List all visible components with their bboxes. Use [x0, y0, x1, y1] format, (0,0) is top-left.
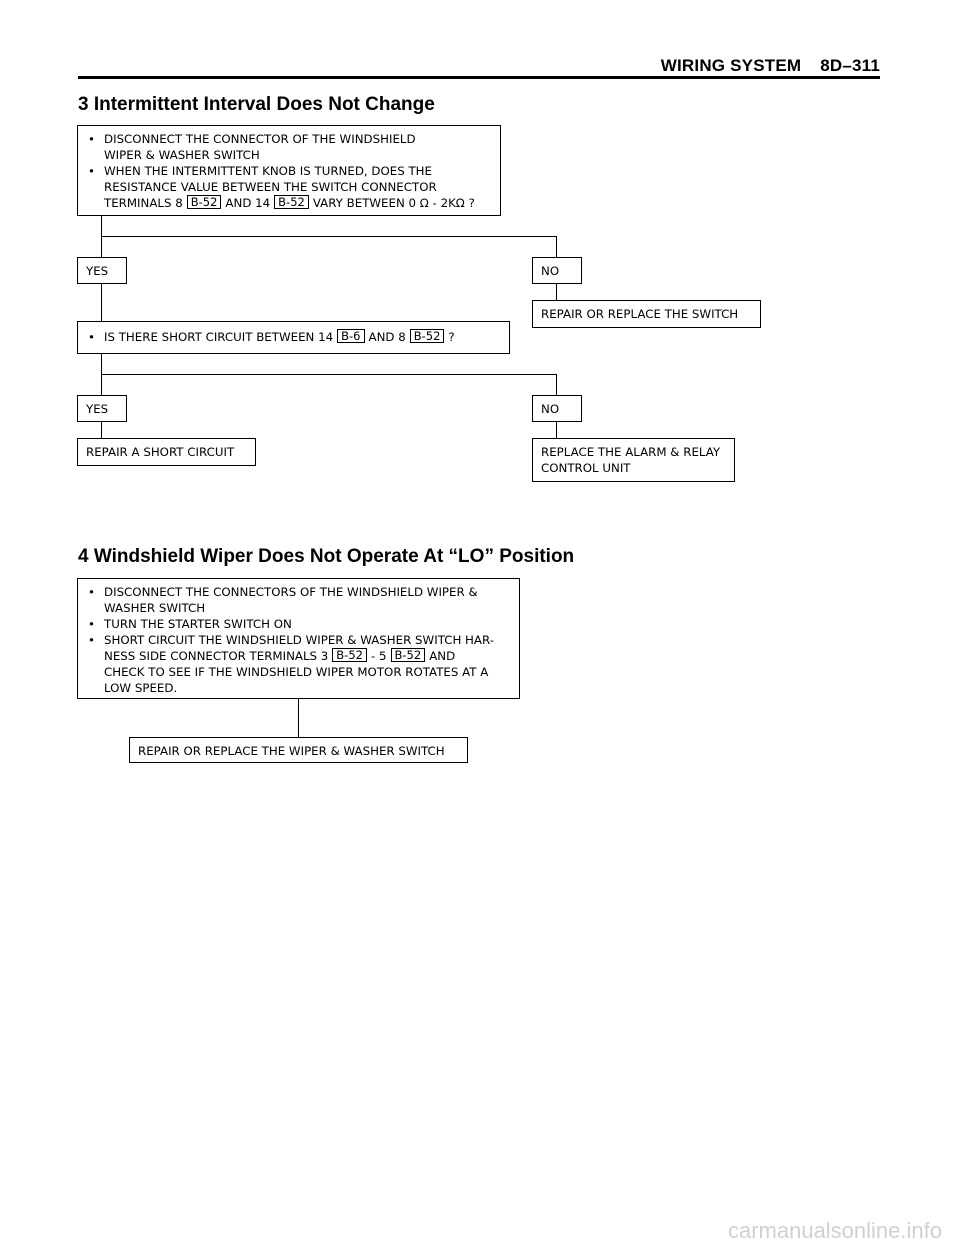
section4-title: 4 Windshield Wiper Does Not Operate At “LO” Position [78, 546, 575, 567]
s3-q1-bullet-1: • DISCONNECT THE CONNECTOR OF THE WINDSHIELD [86, 131, 492, 147]
connector-ref: B-52 [332, 648, 367, 662]
connector-line [101, 284, 102, 321]
s3-question-box-1: • DISCONNECT THE CONNECTOR OF THE WINDSHIELD WIPER & WASHER SWITCH • WHEN THE INTERMITTENT KNOB IS TURNED, DOES THE RESISTANCE VALUE BETWEEN THE SWITCH CONNECTOR TERMINALS 8 B-52 AND 14 B-52 VARY BETWEEN 0 Ω - 2KΩ ? [77, 125, 501, 216]
s3-no-1: NO [532, 257, 582, 284]
connector-line [556, 236, 557, 257]
s3-question-box-2: • IS THERE SHORT CIRCUIT BETWEEN 14 B-6 AND 8 B-52 ? [77, 321, 510, 354]
connector-ref: B-52 [410, 329, 445, 343]
connector-ref: B-52 [274, 195, 309, 209]
connector-line [556, 284, 557, 300]
page-number: 8D–311 [820, 56, 880, 75]
connector-line [101, 374, 556, 375]
s3-q1-bullet-2: • WHEN THE INTERMITTENT KNOB IS TURNED, DOES THE [86, 163, 492, 179]
section-name: WIRING SYSTEM [660, 56, 802, 75]
page-header [661, 56, 880, 76]
connector-line [298, 699, 299, 737]
s3-yes-1: YES [77, 257, 127, 284]
connector-line [101, 236, 556, 237]
s4-action: REPAIR OR REPLACE THE WIPER & WASHER SWITCH [129, 737, 468, 763]
connector-ref: B-52 [391, 648, 426, 662]
connector-line [556, 374, 557, 395]
s3-yes2-action: REPAIR A SHORT CIRCUIT [77, 438, 256, 466]
s3-no-2: NO [532, 395, 582, 422]
connector-ref: B-52 [187, 195, 222, 209]
s3-no1-action: REPAIR OR REPLACE THE SWITCH [532, 300, 761, 328]
s3-no2-action: REPLACE THE ALARM & RELAY CONTROL UNIT [532, 438, 735, 482]
header-rule [78, 76, 880, 79]
s3-yes-2: YES [77, 395, 127, 422]
connector-line [556, 422, 557, 438]
section3-title: 3 Intermittent Interval Does Not Change [78, 94, 435, 115]
connector-ref: B-6 [337, 329, 364, 343]
s4-question-box: • DISCONNECT THE CONNECTORS OF THE WINDSHIELD WIPER & WASHER SWITCH • TURN THE STARTER SWITCH ON • SHORT CIRCUIT THE WINDSHIELD WIPER & WASHER SWITCH HAR- NESS SIDE CONNECTOR TERMINALS 3 B-52 - 5 B-52 AND CHECK TO SEE IF THE WINDSHIELD WIPER MOTOR ROTATES AT A LOW SPEED. [77, 578, 520, 699]
watermark: carmanualsonline.info [727, 1218, 942, 1243]
connector-line [101, 422, 102, 438]
